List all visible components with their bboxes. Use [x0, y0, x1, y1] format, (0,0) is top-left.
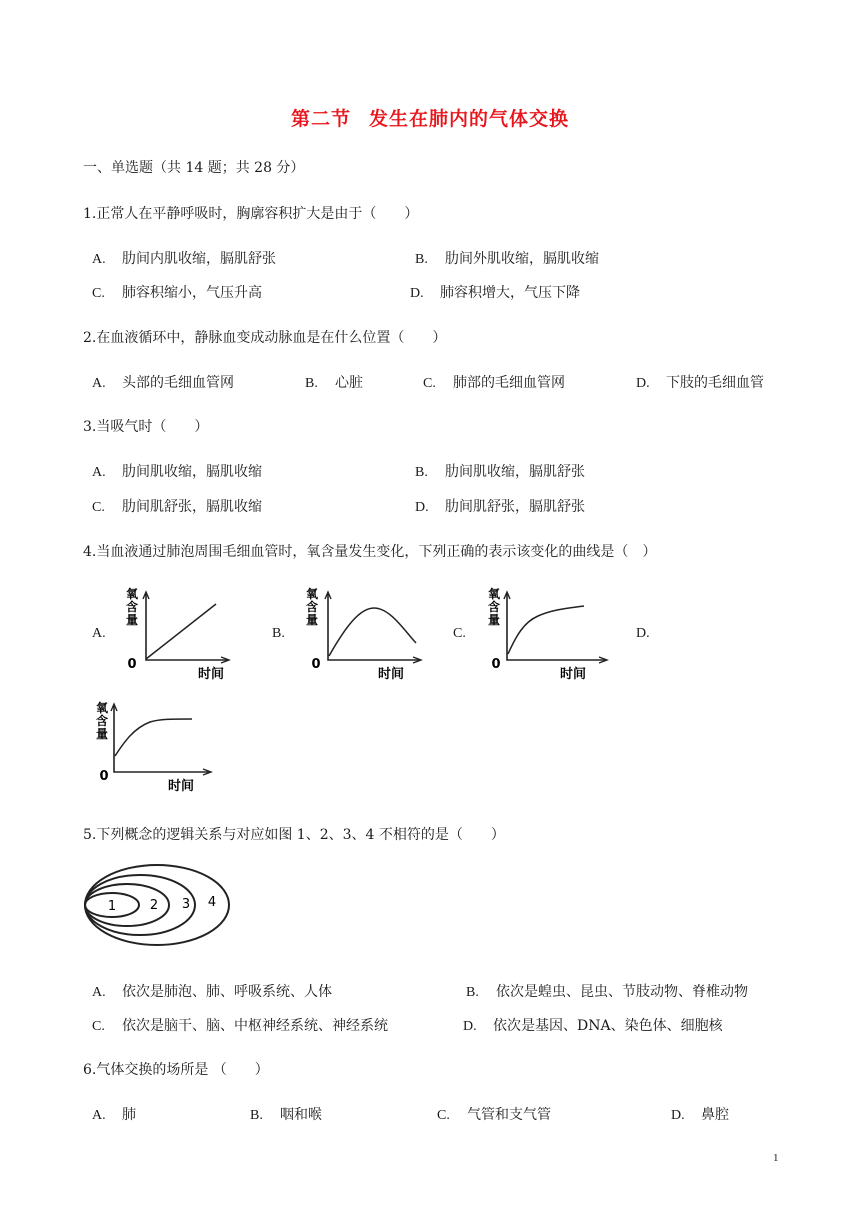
title-topic: 发生在肺内的气体交换	[369, 108, 570, 130]
q1-option-d[interactable]: D. 肺容积增大，气压下降	[410, 285, 580, 301]
graph-a-ylabel-2: 含	[125, 600, 139, 614]
q2-option-b[interactable]: B. 心脏	[305, 375, 363, 391]
page-number: 1	[773, 1152, 779, 1164]
q6-option-b[interactable]: B. 咽和喉	[250, 1107, 322, 1123]
q5-option-d[interactable]: D. 依次是基因、DNA、染色体、细胞核	[463, 1018, 723, 1034]
q5-option-b[interactable]: B. 依次是蝗虫、昆虫、节肢动物、脊椎动物	[466, 984, 748, 1000]
graph-b-ylabel-2: 含	[305, 600, 319, 614]
ellipse-label-1: 1	[107, 899, 117, 914]
q3-stem: 3.当吸气时（ ）	[83, 419, 209, 435]
q6-option-a[interactable]: A. 肺	[92, 1107, 136, 1123]
q6-option-c[interactable]: C. 气管和支气管	[437, 1107, 551, 1123]
ellipse-label-3: 3	[181, 897, 191, 912]
q1-option-c[interactable]: C. 肺容积缩小，气压升高	[92, 285, 262, 301]
graph-a-ylabel-3: 量	[125, 613, 139, 627]
graph-d-curve	[115, 719, 192, 756]
graph-a-xlabel: 时间	[198, 667, 225, 682]
q4-graph-d[interactable]	[86, 700, 236, 800]
q3-option-a[interactable]: A. 肋间肌收缩，膈肌收缩	[92, 464, 262, 480]
graph-b-curve	[329, 608, 416, 656]
graph-a-ylabel-1: 氧	[125, 587, 139, 601]
q1-option-b[interactable]: B. 肋间外肌收缩，膈肌收缩	[415, 251, 599, 267]
graph-c-curve	[508, 606, 584, 654]
graph-a-origin: 0	[127, 657, 137, 672]
q3-option-c[interactable]: C. 肋间肌舒张，膈肌收缩	[92, 499, 262, 515]
q2-option-c[interactable]: C. 肺部的毛细血管网	[423, 375, 565, 391]
graph-a-curve	[146, 604, 216, 659]
section-header: 一、单选题（共 14 题；共 28 分）	[83, 160, 305, 176]
title-section: 第二节	[290, 108, 351, 130]
q6-option-d[interactable]: D. 鼻腔	[671, 1107, 729, 1123]
q5-stem: 5.下列概念的逻辑关系与对应如图 1、2、3、4 不相符的是（ ）	[83, 827, 505, 843]
q4-graph-a[interactable]	[118, 586, 268, 686]
graph-c-axes	[507, 594, 606, 660]
graph-d-ylabel-3: 量	[95, 727, 109, 741]
q1-option-a[interactable]: A. 肋间内肌收缩，膈肌舒张	[92, 251, 276, 267]
graph-c-origin: 0	[491, 657, 501, 672]
q2-option-a[interactable]: A. 头部的毛细血管网	[92, 375, 234, 391]
graph-d-xlabel: 时间	[168, 779, 195, 794]
graph-b-origin: 0	[311, 657, 321, 672]
graph-d-origin: 0	[99, 769, 109, 784]
q4-option-d-label[interactable]: D.	[636, 626, 650, 641]
q5-option-c[interactable]: C. 依次是脑干、脑、中枢神经系统、神经系统	[92, 1018, 388, 1034]
q4-option-a-label[interactable]: A.	[92, 626, 106, 641]
graph-c-ylabel-3: 量	[487, 613, 501, 627]
q2-stem: 2.在血液循环中，静脉血变成动脉血是在什么位置（ ）	[83, 330, 447, 346]
graph-b-ylabel-1: 氧	[305, 587, 319, 601]
q4-stem: 4.当血液通过肺泡周围毛细血管时，氧含量发生变化，下列正确的表示该变化的曲线是（ ）	[83, 544, 657, 560]
graph-d-ylabel-2: 含	[95, 714, 109, 728]
graph-d-axes	[114, 706, 210, 772]
q4-graph-b[interactable]	[298, 586, 448, 686]
q5-option-a[interactable]: A. 依次是肺泡、肺、呼吸系统、人体	[92, 984, 332, 1000]
q3-option-d[interactable]: D. 肋间肌舒张，膈肌舒张	[415, 499, 585, 515]
ellipse-label-4: 4	[207, 895, 217, 910]
q4-graph-c[interactable]	[478, 586, 628, 686]
graph-c-ylabel-2: 含	[487, 600, 501, 614]
q6-stem: 6.气体交换的场所是 （ ）	[83, 1062, 269, 1078]
q5-nested-ellipses-diagram	[82, 862, 234, 948]
page-title	[0, 104, 860, 131]
q1-stem: 1.正常人在平静呼吸时，胸廓容积扩大是由于（ ）	[83, 206, 419, 222]
ellipse-label-2: 2	[149, 898, 159, 913]
q4-option-b-label[interactable]: B.	[272, 626, 285, 641]
q4-option-c-label[interactable]: C.	[453, 626, 466, 641]
graph-b-axes	[328, 594, 420, 660]
q3-option-b[interactable]: B. 肋间肌收缩，膈肌舒张	[415, 464, 585, 480]
graph-c-xlabel: 时间	[560, 667, 587, 682]
q2-option-d[interactable]: D. 下肢的毛细血管	[636, 375, 764, 391]
graph-b-ylabel-3: 量	[305, 613, 319, 627]
graph-c-ylabel-1: 氧	[487, 587, 501, 601]
graph-b-xlabel: 时间	[378, 667, 405, 682]
graph-d-ylabel-1: 氧	[95, 701, 109, 715]
